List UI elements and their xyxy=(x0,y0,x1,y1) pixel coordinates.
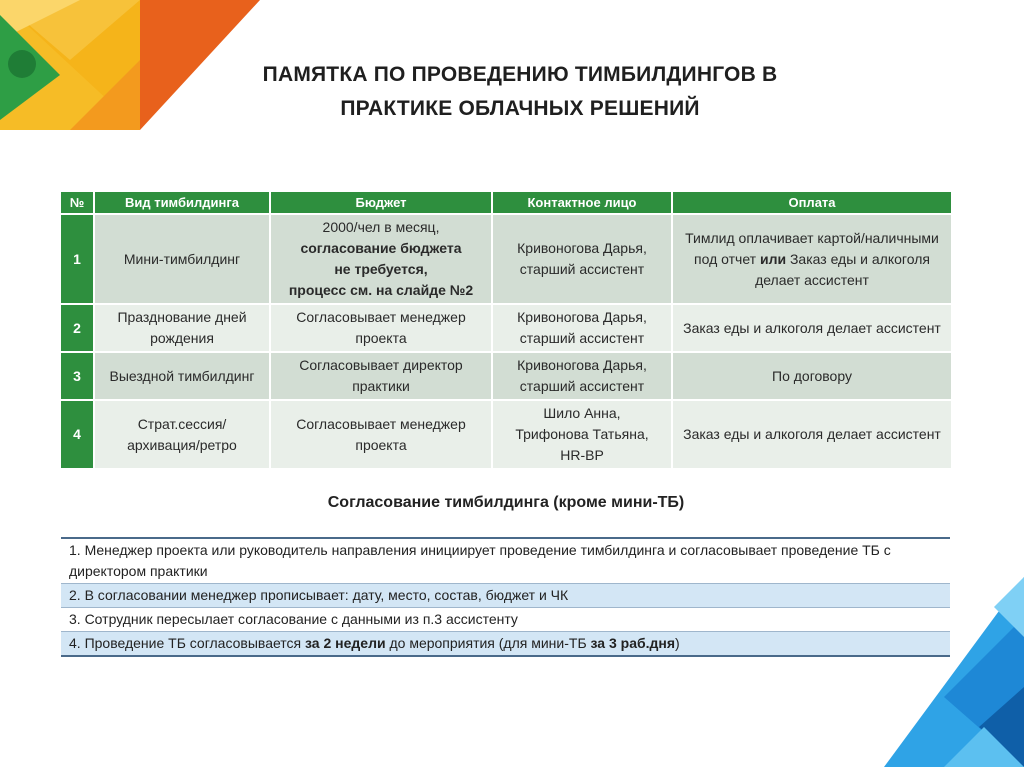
step-4-bold-deadline: за 2 недели xyxy=(305,635,386,651)
row-contact xyxy=(492,400,672,469)
row-number: 2 xyxy=(61,304,94,352)
row-budget: Согласовывает менеджер проекта xyxy=(270,304,492,352)
row-number: 3 xyxy=(61,352,94,400)
approval-subtitle: Согласование тимбилдинга (кроме мини-ТБ) xyxy=(327,494,685,511)
budget-line-bold: процесс см. на слайде №2 xyxy=(288,282,474,298)
step-4-bold-mini: за 3 раб.дня xyxy=(590,635,676,651)
step-row xyxy=(61,608,950,632)
approval-steps xyxy=(61,537,950,657)
header-number: № xyxy=(61,192,94,214)
header-payment: Оплата xyxy=(672,192,951,214)
payment-or: или xyxy=(759,250,787,267)
step-row xyxy=(61,632,950,657)
step-row xyxy=(61,584,950,608)
table-row xyxy=(61,304,951,352)
table-row xyxy=(61,352,951,400)
row-budget: Согласовывает менеджер проекта xyxy=(270,400,492,469)
row-type: Страт.сессия/ архивация/ретро xyxy=(94,400,270,469)
step-3: 3. Сотрудник пересылает согласование с данными из п.3 ассистенту xyxy=(61,608,950,632)
budget-line-bold: согласование бюджета xyxy=(300,240,462,256)
header-type: Вид тимбилдинга xyxy=(94,192,270,214)
table-row xyxy=(61,400,951,469)
payment-text: Заказ еды и алкоголя делает ассистент xyxy=(755,250,930,288)
payment-text: Тимлид оплачивает картой/наличными под отчет xyxy=(685,229,939,267)
step-row xyxy=(61,538,950,584)
row-type: Выездной тимбилдинг xyxy=(94,352,270,400)
row-payment xyxy=(672,214,951,304)
row-number: 4 xyxy=(61,400,94,469)
row-payment: По договору xyxy=(672,352,951,400)
header-budget: Бюджет xyxy=(270,192,492,214)
row-payment: Заказ еды и алкоголя делает ассистент xyxy=(672,400,951,469)
row-budget xyxy=(270,214,492,304)
row-contact: Кривоногова Дарья, старший ассистент xyxy=(492,352,672,400)
contact-line: Трифонова Татьяна, xyxy=(515,426,649,442)
row-type: Празднование дней рождения xyxy=(94,304,270,352)
budget-line-bold: не требуется, xyxy=(334,261,428,277)
row-number: 1 xyxy=(61,214,94,304)
row-budget: Согласовывает директор практики xyxy=(270,352,492,400)
title-line-2: ПРАКТИКЕ ОБЛАЧНЫХ РЕШЕНИЙ xyxy=(340,97,700,120)
row-contact: Кривоногова Дарья, старший ассистент xyxy=(492,214,672,304)
budget-line: 2000/чел в месяц, xyxy=(322,219,440,235)
step-1: 1. Менеджер проекта или руководитель направления инициирует проведение тимбилдинга и согласовывает проведение ТБ с директором практики xyxy=(61,538,950,584)
header-contact: Контактное лицо xyxy=(492,192,672,214)
table-header-row xyxy=(61,192,951,214)
row-contact: Кривоногова Дарья, старший ассистент xyxy=(492,304,672,352)
title-line-1: ПАМЯТКА ПО ПРОВЕДЕНИЮ ТИМБИЛДИНГОВ В xyxy=(262,63,778,86)
contact-line: HR-BP xyxy=(560,447,604,463)
page-title xyxy=(190,58,850,126)
contact-line: Шило Анна, xyxy=(543,405,621,421)
step-4: 4. Проведение ТБ согласовывается за 2 недели до мероприятия (для мини-ТБ за 3 раб.дня) xyxy=(61,632,950,657)
table-row xyxy=(61,214,951,304)
row-type: Мини-тимбилдинг xyxy=(94,214,270,304)
row-payment: Заказ еды и алкоголя делает ассистент xyxy=(672,304,951,352)
teambuilding-table xyxy=(61,192,951,470)
step-2: 2. В согласовании менеджер прописывает: дату, место, состав, бюджет и ЧК xyxy=(61,584,950,608)
